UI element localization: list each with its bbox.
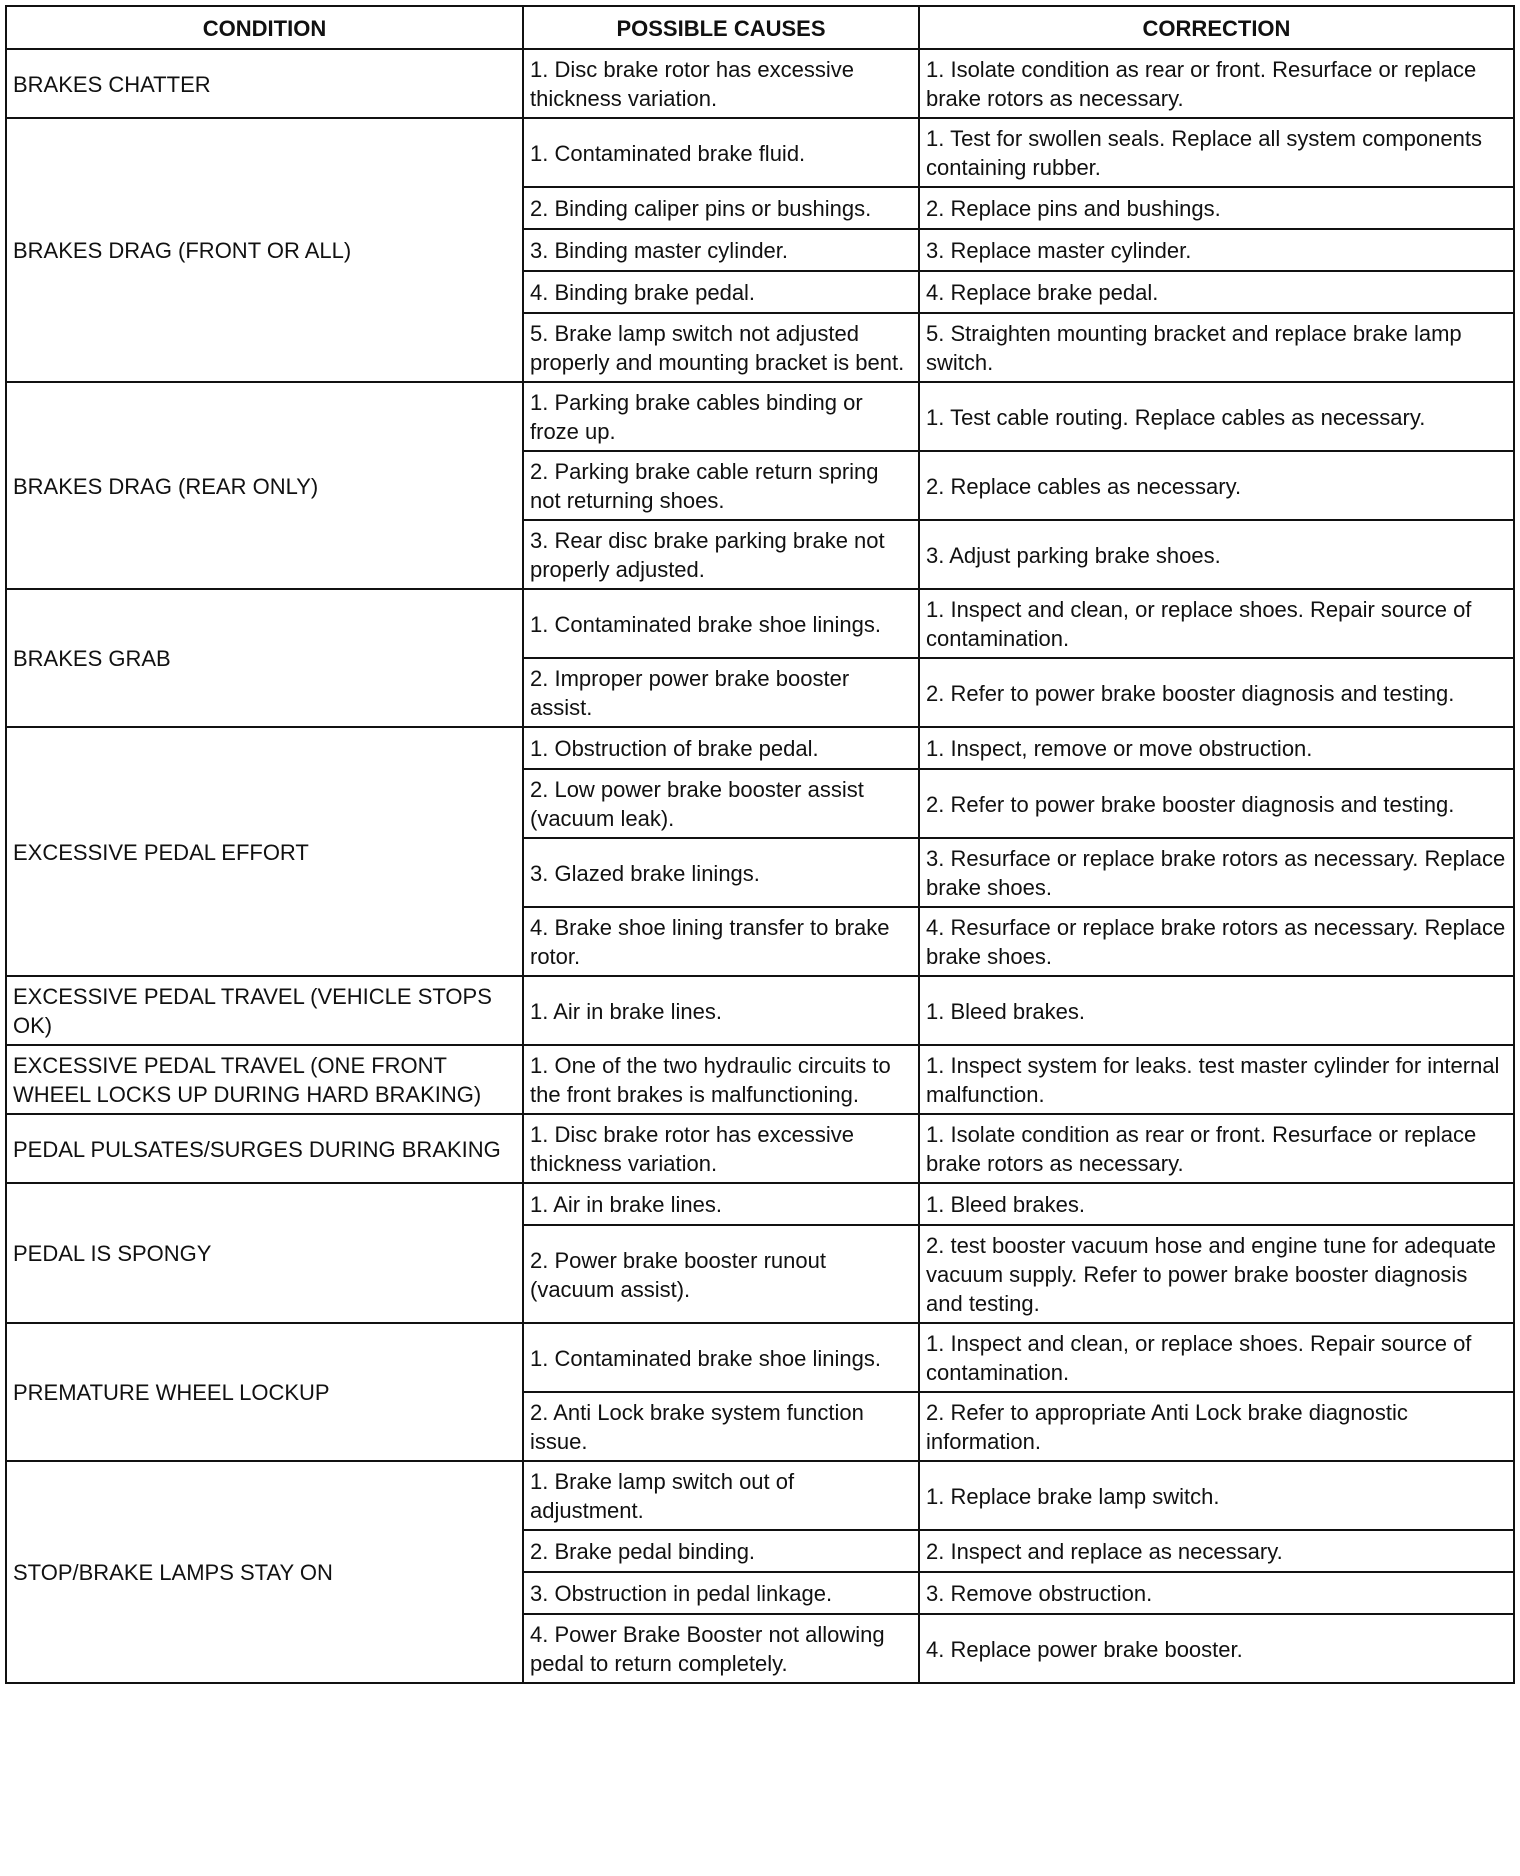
header-possible-causes: POSSIBLE CAUSES xyxy=(523,6,919,49)
correction-cell: 2. Refer to power brake booster diagnosis and testing. xyxy=(919,658,1514,727)
header-correction: CORRECTION xyxy=(919,6,1514,49)
condition-cell: PEDAL PULSATES/SURGES DURING BRAKING xyxy=(6,1114,523,1183)
cause-cell: 3. Obstruction in pedal linkage. xyxy=(523,1572,919,1614)
table-row xyxy=(6,589,1514,658)
table-row xyxy=(6,727,1514,769)
cause-cell: 2. Low power brake booster assist (vacuum leak). xyxy=(523,769,919,838)
correction-cell: 1. Test for swollen seals. Replace all system components containing rubber. xyxy=(919,118,1514,187)
cause-cell: 1. Disc brake rotor has excessive thickness variation. xyxy=(523,49,919,118)
correction-cell: 1. Inspect and clean, or replace shoes. Repair source of contamination. xyxy=(919,1323,1514,1392)
correction-cell: 4. Replace power brake booster. xyxy=(919,1614,1514,1683)
correction-cell: 1. Isolate condition as rear or front. Resurface or replace brake rotors as necessary. xyxy=(919,49,1514,118)
cause-cell: 2. Improper power brake booster assist. xyxy=(523,658,919,727)
condition-cell: EXCESSIVE PEDAL TRAVEL (ONE FRONT WHEEL LOCKS UP DURING HARD BRAKING) xyxy=(6,1045,523,1114)
correction-cell: 1. Inspect, remove or move obstruction. xyxy=(919,727,1514,769)
correction-cell: 5. Straighten mounting bracket and replace brake lamp switch. xyxy=(919,313,1514,382)
correction-cell: 2. test booster vacuum hose and engine tune for adequate vacuum supply. Refer to power brake booster diagnosis and testing. xyxy=(919,1225,1514,1323)
table-row xyxy=(6,49,1514,118)
table-row xyxy=(6,976,1514,1045)
brake-diagnosis-table xyxy=(5,5,1515,1684)
table-row xyxy=(6,1045,1514,1114)
condition-cell: EXCESSIVE PEDAL TRAVEL (VEHICLE STOPS OK) xyxy=(6,976,523,1045)
condition-cell: BRAKES DRAG (FRONT OR ALL) xyxy=(6,118,523,382)
correction-cell: 1. Bleed brakes. xyxy=(919,976,1514,1045)
cause-cell: 4. Binding brake pedal. xyxy=(523,271,919,313)
correction-cell: 1. Test cable routing. Replace cables as necessary. xyxy=(919,382,1514,451)
cause-cell: 3. Binding master cylinder. xyxy=(523,229,919,271)
correction-cell: 2. Replace cables as necessary. xyxy=(919,451,1514,520)
table-row xyxy=(6,1183,1514,1225)
cause-cell: 5. Brake lamp switch not adjusted properly and mounting bracket is bent. xyxy=(523,313,919,382)
cause-cell: 2. Anti Lock brake system function issue. xyxy=(523,1392,919,1461)
table-body xyxy=(6,49,1514,1683)
cause-cell: 1. One of the two hydraulic circuits to the front brakes is malfunctioning. xyxy=(523,1045,919,1114)
table-header-row xyxy=(6,6,1514,49)
table-row xyxy=(6,1114,1514,1183)
correction-cell: 1. Inspect and clean, or replace shoes. Repair source of contamination. xyxy=(919,589,1514,658)
correction-cell: 3. Adjust parking brake shoes. xyxy=(919,520,1514,589)
correction-cell: 2. Replace pins and bushings. xyxy=(919,187,1514,229)
cause-cell: 1. Contaminated brake shoe linings. xyxy=(523,1323,919,1392)
cause-cell: 1. Air in brake lines. xyxy=(523,1183,919,1225)
cause-cell: 1. Brake lamp switch out of adjustment. xyxy=(523,1461,919,1530)
cause-cell: 1. Disc brake rotor has excessive thickness variation. xyxy=(523,1114,919,1183)
cause-cell: 1. Parking brake cables binding or froze up. xyxy=(523,382,919,451)
cause-cell: 1. Contaminated brake fluid. xyxy=(523,118,919,187)
condition-cell: PEDAL IS SPONGY xyxy=(6,1183,523,1323)
correction-cell: 2. Inspect and replace as necessary. xyxy=(919,1530,1514,1572)
correction-cell: 4. Resurface or replace brake rotors as necessary. Replace brake shoes. xyxy=(919,907,1514,976)
cause-cell: 4. Brake shoe lining transfer to brake rotor. xyxy=(523,907,919,976)
cause-cell: 3. Rear disc brake parking brake not properly adjusted. xyxy=(523,520,919,589)
condition-cell: BRAKES GRAB xyxy=(6,589,523,727)
correction-cell: 2. Refer to power brake booster diagnosis and testing. xyxy=(919,769,1514,838)
correction-cell: 3. Resurface or replace brake rotors as necessary. Replace brake shoes. xyxy=(919,838,1514,907)
cause-cell: 1. Contaminated brake shoe linings. xyxy=(523,589,919,658)
table-row xyxy=(6,118,1514,187)
condition-cell: BRAKES CHATTER xyxy=(6,49,523,118)
correction-cell: 3. Replace master cylinder. xyxy=(919,229,1514,271)
cause-cell: 2. Power brake booster runout (vacuum assist). xyxy=(523,1225,919,1323)
correction-cell: 1. Replace brake lamp switch. xyxy=(919,1461,1514,1530)
condition-cell: EXCESSIVE PEDAL EFFORT xyxy=(6,727,523,976)
condition-cell: STOP/BRAKE LAMPS STAY ON xyxy=(6,1461,523,1683)
header-condition: CONDITION xyxy=(6,6,523,49)
cause-cell: 1. Obstruction of brake pedal. xyxy=(523,727,919,769)
correction-cell: 4. Replace brake pedal. xyxy=(919,271,1514,313)
diagnosis-table-container xyxy=(5,5,1515,1684)
table-row xyxy=(6,1461,1514,1530)
condition-cell: BRAKES DRAG (REAR ONLY) xyxy=(6,382,523,589)
cause-cell: 2. Brake pedal binding. xyxy=(523,1530,919,1572)
cause-cell: 3. Glazed brake linings. xyxy=(523,838,919,907)
correction-cell: 2. Refer to appropriate Anti Lock brake diagnostic information. xyxy=(919,1392,1514,1461)
correction-cell: 1. Bleed brakes. xyxy=(919,1183,1514,1225)
correction-cell: 1. Inspect system for leaks. test master cylinder for internal malfunction. xyxy=(919,1045,1514,1114)
correction-cell: 1. Isolate condition as rear or front. Resurface or replace brake rotors as necessary. xyxy=(919,1114,1514,1183)
cause-cell: 2. Binding caliper pins or bushings. xyxy=(523,187,919,229)
cause-cell: 1. Air in brake lines. xyxy=(523,976,919,1045)
cause-cell: 2. Parking brake cable return spring not returning shoes. xyxy=(523,451,919,520)
table-row xyxy=(6,1323,1514,1392)
table-row xyxy=(6,382,1514,451)
cause-cell: 4. Power Brake Booster not allowing pedal to return completely. xyxy=(523,1614,919,1683)
condition-cell: PREMATURE WHEEL LOCKUP xyxy=(6,1323,523,1461)
correction-cell: 3. Remove obstruction. xyxy=(919,1572,1514,1614)
